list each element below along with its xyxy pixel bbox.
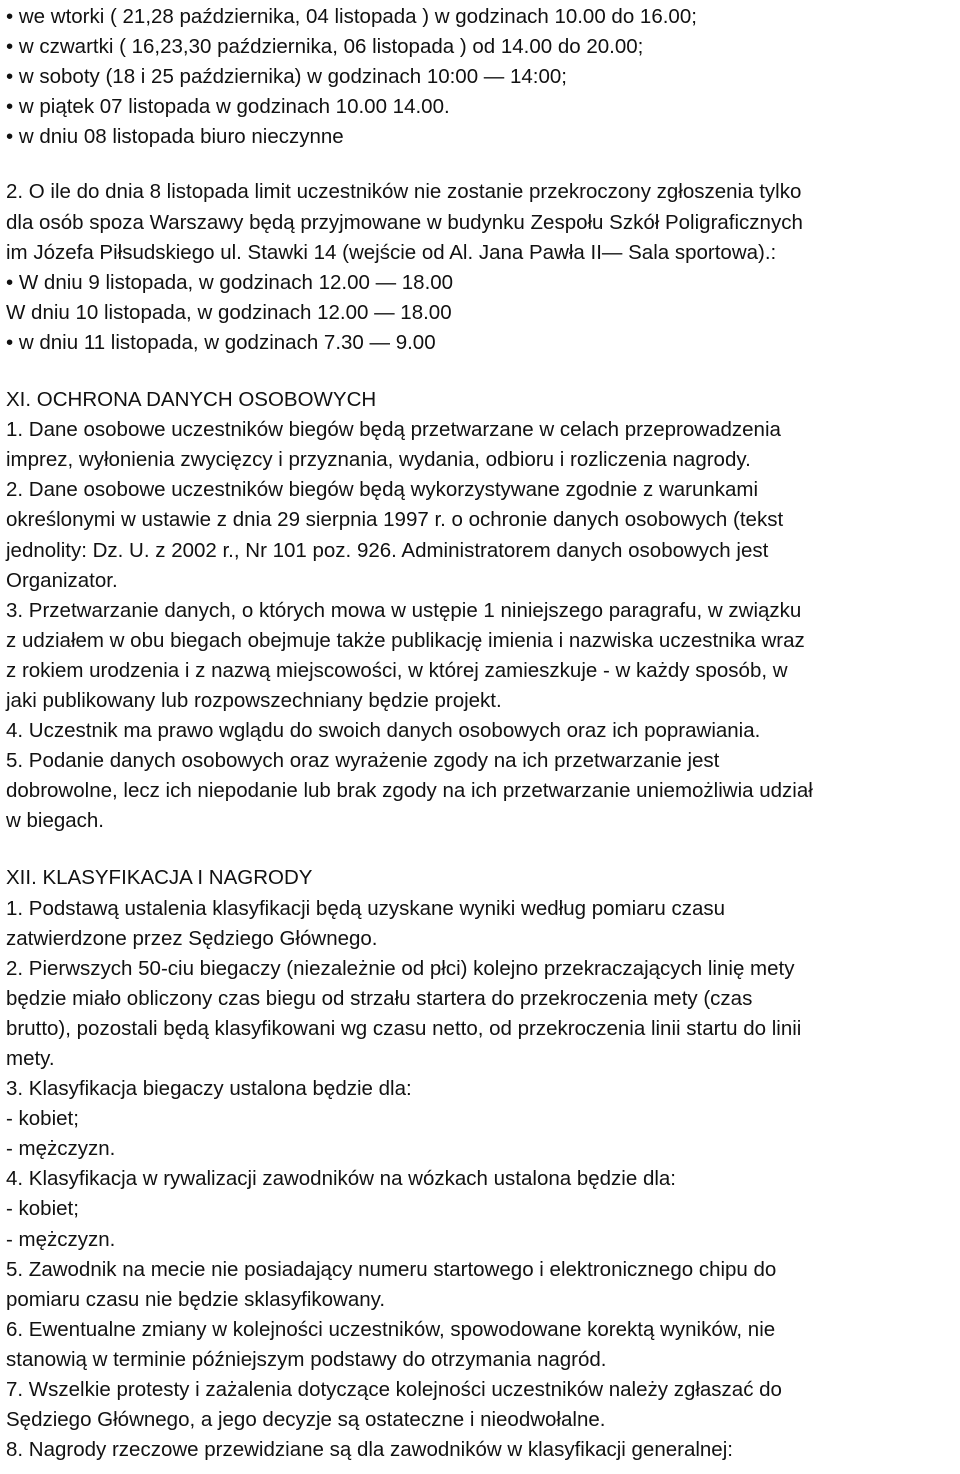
spacer [6, 358, 960, 385]
paragraph-line: 4. Klasyfikacja w rywalizacji zawodników na wózkach ustalona będzie dla: [6, 1167, 676, 1191]
paragraph-line: im Józefa Piłsudskiego ul. Stawki 14 (wejście od Al. Jana Pawła II— Sala sportowa).: [6, 240, 777, 264]
schedule-item: W dniu 10 listopada, w godzinach 12.00 — 18.00 [6, 300, 452, 324]
schedule-item: • W dniu 9 listopada, w godzinach 12.00 — 18.00 [6, 268, 960, 298]
paragraph-line: 5. Zawodnik na mecie nie posiadający numeru startowego i elektronicznego chipu do [6, 1257, 777, 1281]
paragraph-line: z udziałem w obu biegach obejmuje także publikację imienia i nazwiska uczestnika wraz [6, 628, 805, 652]
paragraph-line: 2. O ile do dnia 8 listopada limit uczestników nie zostanie przekroczony zgłoszenia tylko [6, 180, 802, 204]
paragraph-line: w biegach. [6, 809, 105, 833]
schedule-item: • w dniu 11 listopada, w godzinach 7.30 — 9.00 [6, 328, 960, 358]
paragraph-line: zatwierdzone przez Sędziego Głównego. [6, 926, 378, 950]
paragraph-line: 3. Klasyfikacja biegaczy ustalona będzie dla: [6, 1077, 412, 1101]
paragraph-line: dobrowolne, lecz ich niepodanie lub brak zgody na ich przetwarzanie uniemożliwia udział [6, 779, 813, 803]
paragraph-line: określonymi w ustawie z dnia 29 sierpnia 1997 r. o ochronie danych osobowych (tekst [6, 508, 784, 532]
paragraph-line: 2. Dane osobowe uczestników biegów będą wykorzystywane zgodnie z warunkami [6, 478, 759, 502]
paragraph-line: jednolity: Dz. U. z 2002 r., Nr 101 poz. 926. Administratorem danych osobowych jest [6, 538, 769, 562]
paragraph-line: dla osób spoza Warszawy będą przyjmowane w budynku Zespołu Szkół Poligraficznych [6, 210, 803, 234]
paragraph-line: pomiaru czasu nie będzie sklasyfikowany. [6, 1287, 386, 1311]
paragraph-line: 5. Podanie danych osobowych oraz wyrażenie zgody na ich przetwarzanie jest [6, 749, 720, 773]
schedule-list-bottom [6, 268, 960, 358]
paragraph-line: - kobiet; [6, 1197, 79, 1221]
paragraph-line: będzie miało obliczony czas biegu od strzału startera do przekroczenia mety (czas [6, 986, 753, 1010]
paragraph-line: imprez, wyłonienia zwycięzcy i przyznania, wydania, odbioru i rozliczenia nagrody. [6, 448, 751, 472]
paragraph-line: 8. Nagrody rzeczowe przewidziane są dla zawodników w klasyfikacji generalnej: [6, 1438, 733, 1462]
paragraph-line: Organizator. [6, 568, 118, 592]
spacer [6, 836, 960, 863]
paragraph-line: 7. Wszelkie protesty i zażalenia dotyczące kolejności uczestników należy zgłaszać do [6, 1378, 782, 1402]
paragraph-line: brutto), pozostali będą klasyfikowani wg czasu netto, od przekroczenia linii startu do linii [6, 1016, 802, 1040]
section-xii [6, 863, 960, 1465]
paragraph-line: 1. Podstawą ustalenia klasyfikacji będą uzyskane wyniki według pomiaru czasu [6, 896, 726, 920]
section-heading: XI. OCHRONA DANYCH OSOBOWYCH [6, 388, 377, 412]
paragraph-line: z rokiem urodzenia i z nazwą miejscowości, w której zamieszkuje - w każdy sposób, w [6, 658, 788, 682]
paragraph-line: 3. Przetwarzanie danych, o których mowa w ustępie 1 niniejszego paragrafu, w związku [6, 598, 802, 622]
paragraph-line: stanowią w terminie późniejszym podstawy do otrzymania nagród. [6, 1347, 607, 1371]
section-xi [6, 385, 960, 836]
paragraph-line: - mężczyzn. [6, 1227, 116, 1251]
schedule-item: • w piątek 07 listopada w godzinach 10.00 14.00. [6, 92, 960, 122]
schedule-list-top [6, 2, 960, 152]
paragraph-line: 1. Dane osobowe uczestników biegów będą przetwarzane w celach przeprowadzenia [6, 418, 781, 442]
paragraph-line: - kobiet; [6, 1107, 79, 1131]
schedule-item: • we wtorki ( 21,28 października, 04 listopada ) w godzinach 10.00 do 16.00; [6, 2, 960, 32]
schedule-item: • w soboty (18 i 25 października) w godzinach 10:00 — 14:00; [6, 62, 960, 92]
paragraph-line: - mężczyzn. [6, 1137, 116, 1161]
paragraph-line: 4. Uczestnik ma prawo wglądu do swoich danych osobowych oraz ich poprawiania. [6, 719, 761, 743]
paragraph-line: 2. Pierwszych 50-ciu biegaczy (niezależnie od płci) kolejno przekraczających linię mety [6, 956, 795, 980]
spacer [6, 152, 960, 177]
limit-paragraph [6, 177, 960, 267]
schedule-item: • w dniu 08 listopada biuro nieczynne [6, 122, 960, 152]
paragraph-line: Sędziego Głównego, a jego decyzje są ostateczne i nieodwołalne. [6, 1408, 606, 1432]
paragraph-line: mety. [6, 1047, 55, 1070]
paragraph-line: 6. Ewentualne zmiany w kolejności uczestników, spowodowane korektą wyników, nie [6, 1317, 776, 1341]
paragraph-line: jaki publikowany lub rozpowszechniany będzie projekt. [6, 688, 502, 712]
section-heading: XII. KLASYFIKACJA I NAGRODY [6, 866, 313, 890]
schedule-item: • w czwartki ( 16,23,30 października, 06 listopada ) od 14.00 do 20.00; [6, 32, 960, 62]
